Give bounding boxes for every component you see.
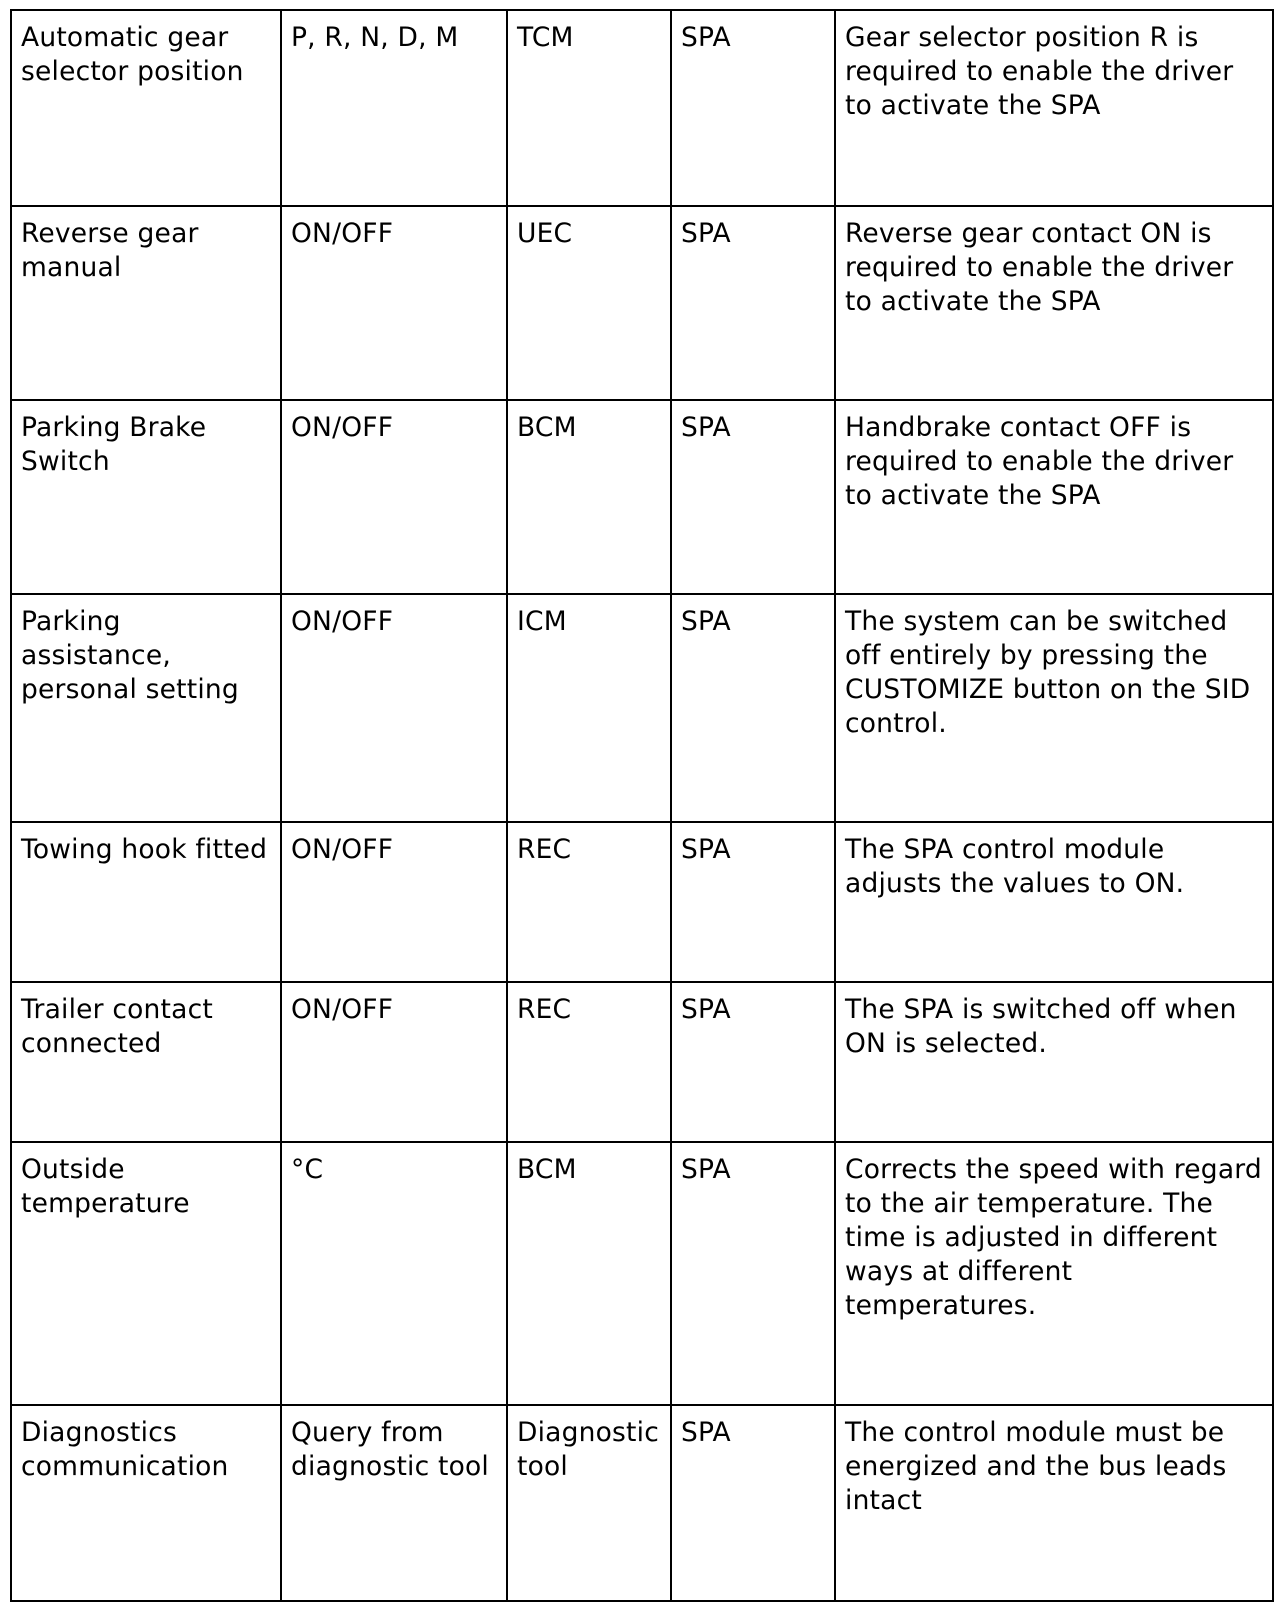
source-module-cell: BCM [507,400,671,594]
signal-values-cell: °C [281,1142,507,1405]
signal-name-cell: Outside temperature [11,1142,281,1405]
signal-values-cell: ON/OFF [281,400,507,594]
receiver-module-cell: SPA [671,822,835,982]
signal-name-cell: Diagnostics communication [11,1405,281,1601]
source-module-cell: TCM [507,10,671,206]
source-module-cell: REC [507,982,671,1142]
receiver-module-cell: SPA [671,1142,835,1405]
description-cell: Gear selector position R is required to enable the driver to activate the SPA [835,10,1273,206]
receiver-module-cell: SPA [671,400,835,594]
table-row [11,1142,1273,1405]
description-cell: The system can be switched off entirely by pressing the CUSTOMIZE button on the SID control. [835,594,1273,822]
description-cell: Handbrake contact OFF is required to enable the driver to activate the SPA [835,400,1273,594]
description-cell: Reverse gear contact ON is required to enable the driver to activate the SPA [835,206,1273,400]
signal-table [10,9,1274,1602]
table-row [11,594,1273,822]
signal-name-cell: Automatic gear selector position [11,10,281,206]
source-module-cell: REC [507,822,671,982]
receiver-module-cell: SPA [671,1405,835,1601]
description-cell: The SPA control module adjusts the values to ON. [835,822,1273,982]
signal-name-cell: Parking assistance, personal setting [11,594,281,822]
table-row [11,822,1273,982]
source-module-cell: UEC [507,206,671,400]
signal-values-cell: Query from diagnostic tool [281,1405,507,1601]
signal-values-cell: ON/OFF [281,206,507,400]
signal-values-cell: P, R, N, D, M [281,10,507,206]
signal-values-cell: ON/OFF [281,982,507,1142]
table-row [11,206,1273,400]
table-row [11,10,1273,206]
table-row [11,1405,1273,1601]
receiver-module-cell: SPA [671,594,835,822]
source-module-cell: Diagnostic tool [507,1405,671,1601]
source-module-cell: ICM [507,594,671,822]
signal-values-cell: ON/OFF [281,594,507,822]
description-cell: Corrects the speed with regard to the air temperature. The time is adjusted in different ways at different temperatures. [835,1142,1273,1405]
receiver-module-cell: SPA [671,206,835,400]
table-row [11,400,1273,594]
signal-values-cell: ON/OFF [281,822,507,982]
description-cell: The control module must be energized and the bus leads intact [835,1405,1273,1601]
signal-name-cell: Reverse gear manual [11,206,281,400]
source-module-cell: BCM [507,1142,671,1405]
table-row [11,982,1273,1142]
receiver-module-cell: SPA [671,10,835,206]
receiver-module-cell: SPA [671,982,835,1142]
description-cell: The SPA is switched off when ON is selected. [835,982,1273,1142]
signal-name-cell: Towing hook fitted [11,822,281,982]
signal-name-cell: Trailer contact connected [11,982,281,1142]
signal-name-cell: Parking Brake Switch [11,400,281,594]
